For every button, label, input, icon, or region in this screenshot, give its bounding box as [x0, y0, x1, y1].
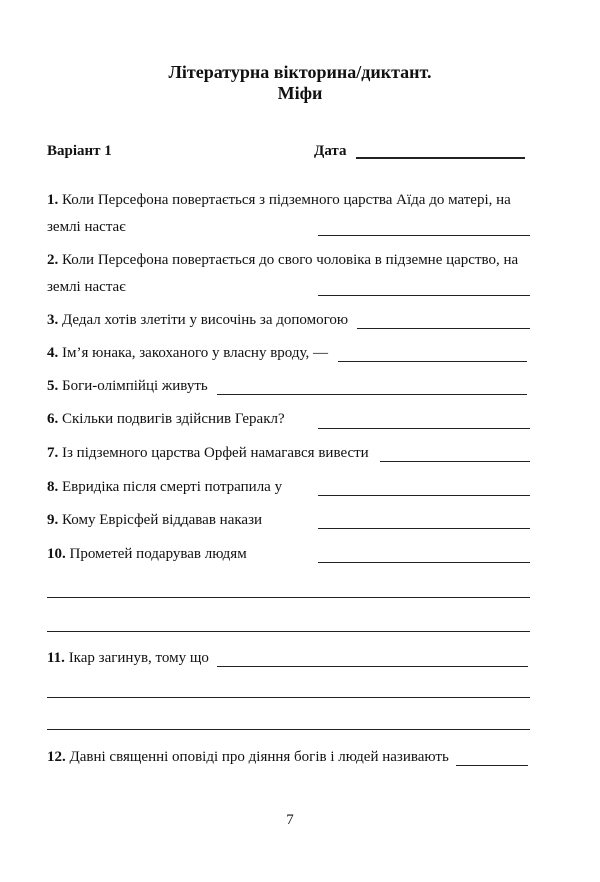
variant-label: Варіант 1	[47, 143, 112, 159]
question-3: 3. Дедал хотів злетіти у височінь за допомогою	[47, 312, 349, 328]
question-11: 11. Ікар загинув, тому що	[47, 650, 209, 666]
answer-line-5[interactable]	[217, 394, 527, 395]
question-1-cont: землі настає	[47, 219, 126, 235]
answer-line-4[interactable]	[338, 361, 527, 362]
question-8: 8. Евридіка після смерті потрапила у	[47, 479, 283, 495]
question-2: 2. Коли Персефона повертається до свого чоловіка в підземне царство, на	[47, 252, 519, 268]
question-5: 5. Боги-олімпійці живуть	[47, 378, 208, 394]
date-label: Дата	[314, 143, 347, 159]
question-2-cont: землі настає	[47, 279, 126, 295]
page-number: 7	[286, 812, 294, 828]
answer-line-9[interactable]	[318, 528, 530, 529]
answer-line-10c[interactable]	[47, 631, 530, 632]
worksheet-title: Літературна вікторина/диктант.	[168, 62, 432, 82]
question-4: 4. Ім’я юнака, закоханого у власну вроду, —	[47, 345, 328, 361]
worksheet-subtitle: Міфи	[277, 83, 323, 103]
question-7: 7. Із підземного царства Орфей намагався вивести	[47, 445, 369, 461]
answer-line-10b[interactable]	[47, 597, 530, 598]
answer-line-1[interactable]	[318, 235, 530, 236]
question-6: 6. Скільки подвигів здійснив Геракл?	[47, 411, 285, 427]
answer-line-11b[interactable]	[47, 697, 530, 698]
answer-line-3[interactable]	[357, 328, 530, 329]
question-9: 9. Кому Еврісфей віддавав накази	[47, 512, 263, 528]
answer-line-11[interactable]	[217, 666, 528, 667]
question-12: 12. Давні священні оповіді про діяння богів і людей називають	[47, 749, 449, 765]
answer-line-8[interactable]	[318, 495, 530, 496]
answer-line-6[interactable]	[318, 428, 530, 429]
answer-line-11c[interactable]	[47, 729, 530, 730]
question-10: 10. Прометей подарував людям	[47, 546, 247, 562]
answer-line-2[interactable]	[318, 295, 530, 296]
answer-line-10[interactable]	[318, 562, 530, 563]
date-answer-line[interactable]	[356, 157, 525, 159]
answer-line-7[interactable]	[380, 461, 530, 462]
answer-line-12[interactable]	[456, 765, 528, 766]
question-1: 1. Коли Персефона повертається з підземного царства Аїда до матері, на	[47, 192, 511, 208]
